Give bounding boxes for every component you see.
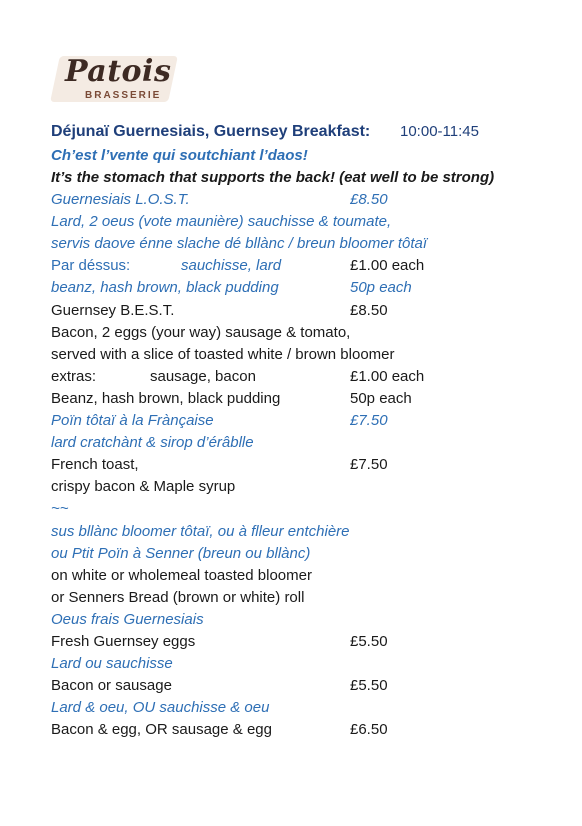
- menu-line-price: £5.50: [350, 677, 388, 694]
- brasserie-logo: [55, 50, 175, 108]
- menu-line-text: on white or wholemeal toasted bloomer: [51, 567, 312, 584]
- menu-line-text: Lard ou sauchisse: [51, 655, 173, 672]
- menu-line-price: £5.50: [350, 633, 388, 650]
- menu-title: Déjunaï Guernesiais, Guernsey Breakfast:: [51, 123, 371, 140]
- menu-line-text: Guernsey B.E.S.T.: [51, 302, 175, 319]
- menu-line-text: Bacon or sausage: [51, 677, 172, 694]
- menu-line-text: served with a slice of toasted white / brown bloomer: [51, 346, 395, 363]
- menu-line-text: crispy bacon & Maple syrup: [51, 478, 236, 495]
- menu-line-text: Lard, 2 oeus (vote maunière) sauchisse & toumate,: [51, 213, 392, 230]
- menu-line-text: beanz, hash brown, black pudding: [51, 279, 279, 296]
- motto-guernesiais: Ch’est l’vente qui soutchiant l’daos!: [51, 147, 308, 164]
- menu-line-text: Fresh Guernsey eggs: [51, 633, 196, 650]
- menu-line-price: £8.50: [350, 302, 388, 319]
- menu-line-extras: sausage, bacon: [150, 368, 256, 385]
- menu-line-text: ou Ptit Poïn à Senner (breun ou bllànc): [51, 545, 311, 562]
- menu-line-text: lard cratchànt & sirop d’érâblle: [51, 434, 254, 451]
- menu-line-text: extras:: [51, 368, 97, 385]
- menu-line-text: Bacon & egg, OR sausage & egg: [51, 721, 272, 738]
- menu-line-price: £7.50: [350, 412, 388, 429]
- menu-line-text: Bacon, 2 eggs (your way) sausage & tomato,: [51, 324, 351, 341]
- menu-line-text: or Senners Bread (brown or white) roll: [51, 589, 305, 606]
- menu-line-text: Poïn tôtaï à la Frànçaise: [51, 412, 214, 429]
- menu-line-text: Lard & oeu, OU sauchisse & oeu: [51, 699, 270, 716]
- service-hours: 10:00-11:45: [400, 123, 479, 140]
- menu-line-extras: sauchisse, lard: [181, 257, 282, 274]
- motto-english: It’s the stomach that supports the back! (eat well to be strong): [51, 169, 495, 186]
- menu-line-price: £1.00 each: [350, 368, 425, 385]
- logo-subtitle: BRASSERIE: [85, 90, 162, 101]
- menu-line-price: £8.50: [350, 191, 388, 208]
- menu-line-price: 50p each: [350, 390, 412, 407]
- menu-line-text: ~~: [51, 500, 69, 517]
- menu-line-text: Beanz, hash brown, black pudding: [51, 390, 281, 407]
- menu-line-price: £7.50: [350, 456, 388, 473]
- menu-line-price: 50p each: [350, 279, 412, 296]
- menu-line-text: Guernesiais L.O.S.T.: [51, 191, 190, 208]
- menu-line-price: £1.00 each: [350, 257, 425, 274]
- logo-wordmark: Patois: [65, 54, 172, 89]
- menu-line-text: servis daove énne slache dé bllànc / breun bloomer tôtaï: [51, 235, 428, 252]
- menu-line-text: French toast,: [51, 456, 139, 473]
- menu-line-text: sus bllànc bloomer tôtaï, ou à flleur entchière: [51, 523, 350, 540]
- menu-line-text: Par déssus:: [51, 257, 131, 274]
- menu-line-price: £6.50: [350, 721, 388, 738]
- menu-line-text: Oeus frais Guernesiais: [51, 611, 204, 628]
